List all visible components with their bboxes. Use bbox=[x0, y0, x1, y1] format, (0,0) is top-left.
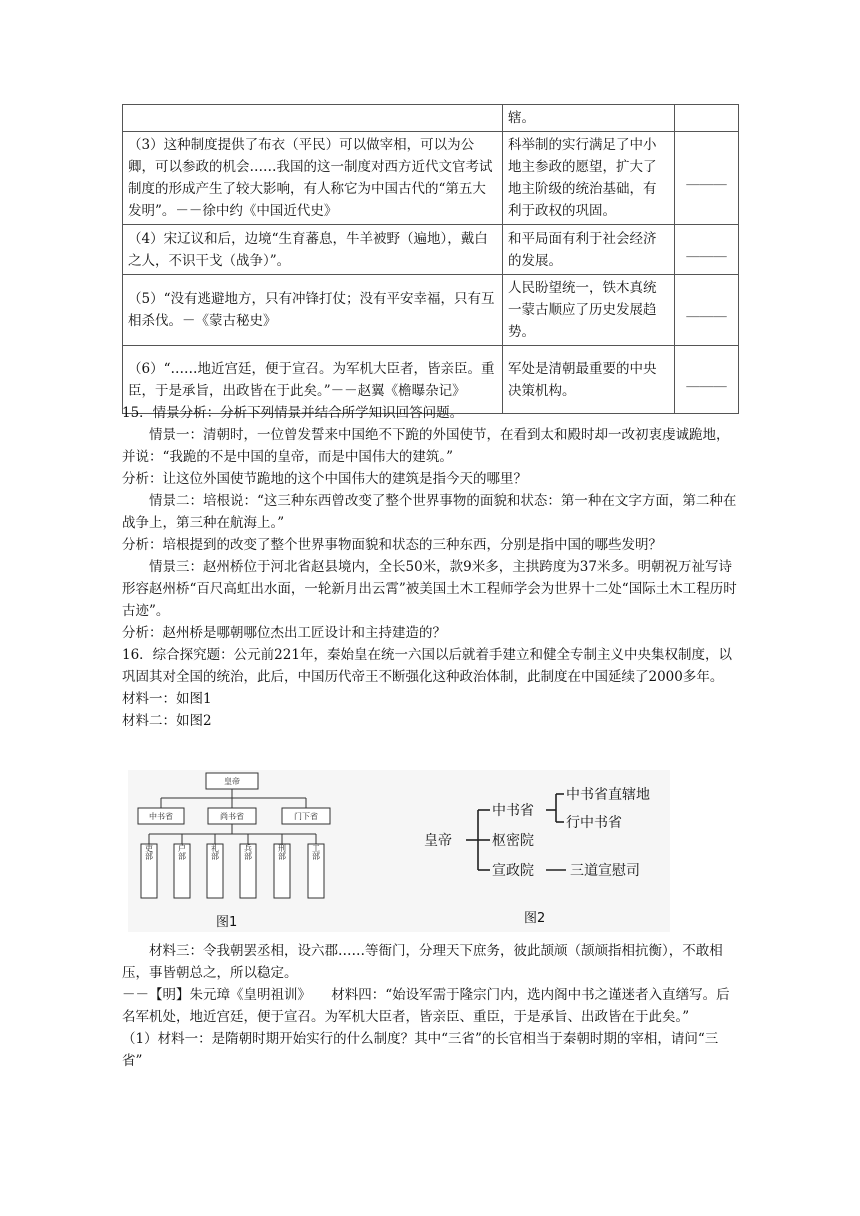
fig1-xingbu: 刑部 bbox=[277, 844, 287, 860]
fig1-zhongshu: 中书省 bbox=[149, 812, 173, 821]
figures bbox=[128, 770, 670, 932]
material-cell: （6）“……地近宫廷，便于宣召。为军机大臣者，皆亲臣。重臣，于是承旨，出政皆在于此矣。”－－赵翼《檐曝杂记》 bbox=[123, 346, 503, 414]
table-row bbox=[123, 225, 739, 275]
fig2-shumiyuan: 枢密院 bbox=[492, 833, 534, 849]
answer-blank[interactable]: ______ bbox=[675, 275, 739, 346]
answer-blank[interactable]: ______ bbox=[675, 225, 739, 275]
conclusion-cell: 和平局面有利于社会经济的发展。 bbox=[503, 225, 675, 275]
q16-material-2: 材料二：如图2 bbox=[122, 713, 212, 729]
q15-scenario-1: 情景一：清朝时，一位曾发誓来中国绝不下跪的外国使节，在看到太和殿时却一改初衷虔诚跪地，并说：“我跪的不是中国的皇帝，而是中国伟大的建筑。” bbox=[122, 427, 730, 465]
fig1-libu: 吏部 bbox=[144, 844, 154, 860]
fig1-emperor: 皇帝 bbox=[224, 777, 240, 786]
fig1-menxia: 门下省 bbox=[294, 812, 318, 821]
q15-analysis-2: 分析：培根提到的改变了整个世界事物面貌和状态的三种东西，分别是指中国的哪些发明？ bbox=[122, 537, 662, 553]
fig2-zhongshu: 中书省 bbox=[492, 803, 534, 819]
material-cell bbox=[123, 105, 503, 132]
q15-scenario-2: 情景二：培根说：“这三种东西曾改变了整个世界事物的面貌和状态：第一种在文字方面，第二种在战争上，第三种在航海上。” bbox=[122, 493, 737, 531]
answer-blank[interactable]: ______ bbox=[675, 346, 739, 414]
question-table bbox=[122, 104, 739, 414]
fig2-caption: 图2 bbox=[524, 911, 546, 926]
q15-title: 15．情景分析：分析下列情景并结合所学知识回答问题。 bbox=[122, 405, 464, 421]
q16-intro: 16．综合探究题：公元前221年，秦始皇在统一六国以后就着手建立和健全专制主义中央集权制度，以巩固其对全国的统治，此后，中国历代帝王不断强化这种政治体制，此制度在中国延续了2000多年。 bbox=[122, 647, 732, 685]
table-row bbox=[123, 132, 739, 225]
conclusion-cell: 人民盼望统一，铁木真统一蒙古顺应了历史发展趋势。 bbox=[503, 275, 675, 346]
q15-scenario-3: 情景三：赵州桥位于河北省赵县境内，全长50米，款9米多，主拱跨度为37米多。明朝祝万祉写诗形容赵州桥“百尺高虹出水面，一轮新月出云霄”被美国土木工程师学会为世界十二处“国际土木工程历时古迹”。 bbox=[122, 559, 737, 619]
q16-material-3: 材料三：令我朝罢丞相，设六郡……等衙门，分理天下庶务，彼此颉颃（颉颃指相抗衡），不敢相压，事皆朝总之，所以稳定。 bbox=[122, 943, 723, 981]
conclusion-cell: 科举制的实行满足了中小地主参政的愿望，扩大了地主阶级的统治基础，有利于政权的巩固。 bbox=[503, 132, 675, 225]
fig1-libu2: 礼部 bbox=[210, 844, 220, 860]
q16-question-1: （1）材料一：是隋朝时期开始实行的什么制度？其中“三省”的长官相当于秦朝时期的宰相，请问“三省” bbox=[122, 1031, 719, 1069]
fig1-gongbu: 工部 bbox=[311, 844, 321, 860]
question-16-materials bbox=[122, 940, 738, 1072]
answer-blank[interactable]: ______ bbox=[675, 132, 739, 225]
fig1-bingbu: 兵部 bbox=[243, 844, 253, 860]
material-cell: （4）宋辽议和后，边境“生育蕃息，牛羊被野（遍地），戴白之人，不识干戈（战争）”。 bbox=[123, 225, 503, 275]
fig1-hubu: 户部 bbox=[177, 844, 187, 860]
material-cell: （3）这种制度提供了布衣（平民）可以做宰相，可以为公卿，可以参政的机会……我国的这一制度对西方近代文官考试制度的形成产生了较大影响，有人称它为中国古代的“第五大发明”。－－徐中约《中国近代史》 bbox=[123, 132, 503, 225]
fig2-xuanwei: 三道宣慰司 bbox=[570, 863, 640, 879]
fig1-caption: 图1 bbox=[216, 915, 238, 930]
conclusion-cell: 辖。 bbox=[503, 105, 675, 132]
q16-material-4: －－【明】朱元璋《皇明祖训》 材料四：“始设军需于隆宗门内，选内阁中书之谨迷者入直缮写。后名军机处，地近宫廷，便于宣召。为军机大臣者，皆亲臣、重臣，于是承旨、出政皆在于此矣。” bbox=[122, 987, 730, 1025]
fig2-province: 行中书省 bbox=[566, 815, 622, 831]
fig2-direct: 中书省直辖地 bbox=[566, 787, 650, 803]
fig1-shangshu: 尚书省 bbox=[220, 812, 244, 821]
table-row bbox=[123, 275, 739, 346]
figures-svg bbox=[128, 770, 670, 932]
answer-cell bbox=[675, 105, 739, 132]
fig2-emperor: 皇帝 bbox=[424, 833, 452, 849]
q16-material-1: 材料一：如图1 bbox=[122, 691, 212, 707]
table-row bbox=[123, 105, 739, 132]
q15-analysis-1: 分析：让这位外国使节跪地的这个中国伟大的建筑是指今天的哪里？ bbox=[122, 471, 527, 487]
conclusion-cell: 军处是清朝最重要的中央决策机构。 bbox=[503, 346, 675, 414]
q15-analysis-3: 分析：赵州桥是哪朝哪位杰出工匠设计和主持建造的？ bbox=[122, 625, 446, 641]
fig2-xuanzhengyuan: 宣政院 bbox=[492, 863, 534, 879]
question-15 bbox=[122, 402, 738, 732]
material-cell: （5）“没有逃避地方，只有冲锋打仗；没有平安幸福，只有互相杀伐。－《蒙古秘史》 bbox=[123, 275, 503, 346]
